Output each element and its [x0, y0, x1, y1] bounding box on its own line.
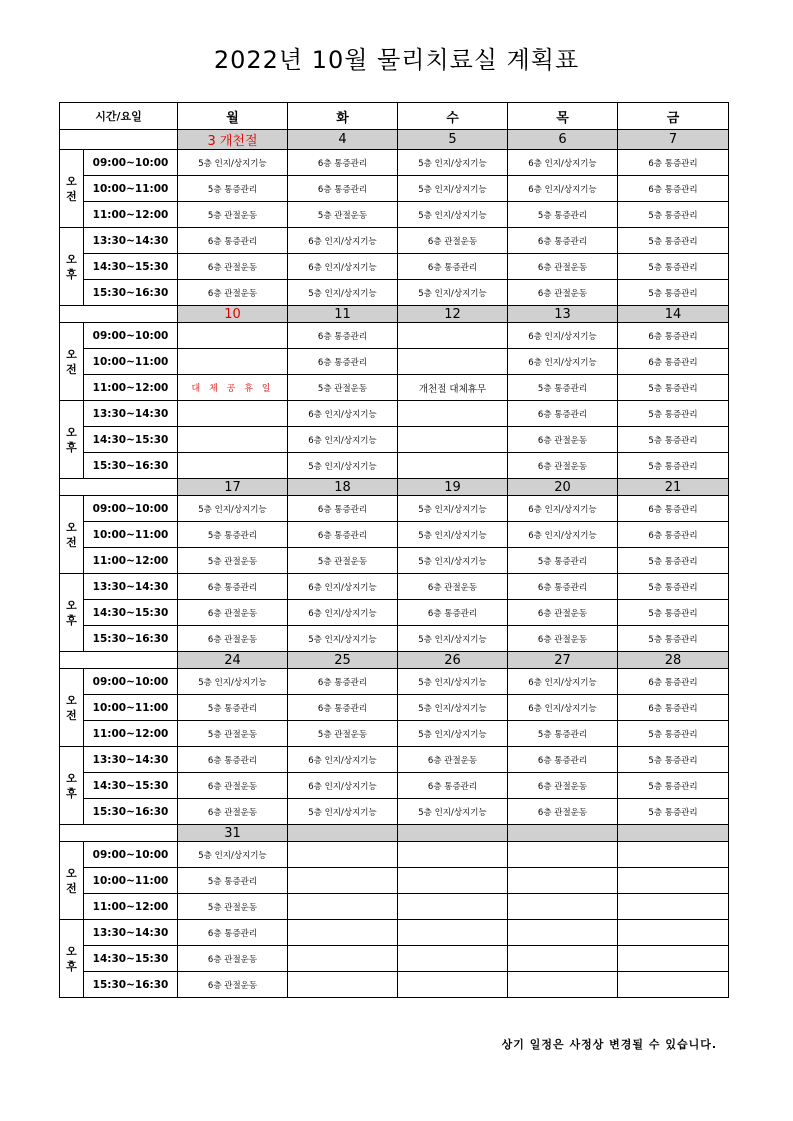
day-header: 금: [618, 103, 729, 130]
schedule-cell: 6층 통증관리: [288, 349, 398, 375]
period-label-text: 오 후: [66, 771, 77, 800]
schedule-cell: [178, 401, 288, 427]
date-cell: 31: [178, 825, 288, 842]
schedule-cell: 5층 통증관리: [178, 176, 288, 202]
table-row: [60, 254, 729, 280]
date-cell: 18: [288, 479, 398, 496]
footnote: 상기 일정은 사정상 변경될 수 있습니다.: [501, 1038, 717, 1051]
schedule-cell: 6층 통증관리: [288, 496, 398, 522]
date-row-spacer: [60, 306, 178, 323]
schedule-cell: 6층 관절운동: [508, 427, 618, 453]
schedule-cell: 5층 통증관리: [508, 721, 618, 747]
time-slot: 10:00~11:00: [84, 695, 178, 721]
table-row: [60, 868, 729, 894]
schedule-cell: 5층 인지/상지기능: [398, 496, 508, 522]
schedule-cell: 5층 인지/상지기능: [178, 496, 288, 522]
time-slot: 10:00~11:00: [84, 349, 178, 375]
table-row: [60, 453, 729, 479]
schedule-cell: 6층 통증관리: [288, 176, 398, 202]
schedule-cell: 6층 관절운동: [178, 799, 288, 825]
schedule-cell: 6층 관절운동: [178, 773, 288, 799]
date-cell: [398, 825, 508, 842]
time-slot: 14:30~15:30: [84, 773, 178, 799]
schedule-cell: 6층 관절운동: [398, 747, 508, 773]
time-slot: 14:30~15:30: [84, 946, 178, 972]
schedule-cell: 5층 인지/상지기능: [288, 280, 398, 306]
schedule-cell: 6층 관절운동: [398, 574, 508, 600]
time-slot: 14:30~15:30: [84, 254, 178, 280]
date-row: [60, 130, 729, 150]
date-cell: [288, 825, 398, 842]
time-slot: 11:00~12:00: [84, 721, 178, 747]
schedule-cell: 6층 관절운동: [508, 626, 618, 652]
period-label-am: [60, 150, 84, 228]
schedule-cell: 6층 관절운동: [508, 773, 618, 799]
time-slot: 11:00~12:00: [84, 894, 178, 920]
schedule-cell: [618, 842, 729, 868]
time-slot: 15:30~16:30: [84, 799, 178, 825]
table-row: [60, 721, 729, 747]
schedule-cell: 6층 통증관리: [398, 254, 508, 280]
schedule-cell: 5층 관절운동: [178, 894, 288, 920]
schedule-cell: 5층 인지/상지기능: [398, 176, 508, 202]
table-row: [60, 747, 729, 773]
time-slot: 09:00~10:00: [84, 669, 178, 695]
schedule-cell: [508, 894, 618, 920]
period-label-am: [60, 496, 84, 574]
table-row: [60, 695, 729, 721]
schedule-cell: [398, 842, 508, 868]
schedule-cell: 5층 관절운동: [178, 202, 288, 228]
schedule-cell: 5층 통증관리: [178, 695, 288, 721]
time-slot: 11:00~12:00: [84, 548, 178, 574]
schedule-cell: 6층 통증관리: [288, 323, 398, 349]
period-label-text: 오 후: [66, 944, 77, 973]
schedule-cell: 6층 관절운동: [178, 254, 288, 280]
schedule-cell: [508, 868, 618, 894]
time-slot: 11:00~12:00: [84, 375, 178, 401]
schedule-cell: 5층 인지/상지기능: [398, 721, 508, 747]
schedule-cell: 5층 관절운동: [178, 548, 288, 574]
period-label-text: 오 전: [66, 866, 77, 895]
date-cell: 6: [508, 130, 618, 150]
schedule-cell: 5층 통증관리: [618, 254, 729, 280]
period-label-am: [60, 323, 84, 401]
date-cell: 10: [178, 306, 288, 323]
schedule-cell: 6층 인지/상지기능: [508, 669, 618, 695]
table-row: [60, 401, 729, 427]
schedule-cell: [618, 946, 729, 972]
date-row-spacer: [60, 130, 178, 150]
schedule-cell: [618, 868, 729, 894]
time-slot: 13:30~14:30: [84, 574, 178, 600]
date-cell: 11: [288, 306, 398, 323]
schedule-cell: 6층 인지/상지기능: [508, 522, 618, 548]
schedule-cell: [398, 401, 508, 427]
table-row: [60, 669, 729, 695]
page-title: 2022년 10월 물리치료실 계획표: [213, 46, 580, 74]
time-slot: 15:30~16:30: [84, 972, 178, 998]
time-slot: 14:30~15:30: [84, 600, 178, 626]
schedule-cell: 6층 통증관리: [508, 574, 618, 600]
time-slot: 09:00~10:00: [84, 496, 178, 522]
schedule-cell: 5층 인지/상지기능: [398, 626, 508, 652]
date-cell: 25: [288, 652, 398, 669]
schedule-cell: [398, 323, 508, 349]
table-row: [60, 842, 729, 868]
schedule-cell: 6층 통증관리: [508, 228, 618, 254]
schedule-cell: 5층 인지/상지기능: [398, 202, 508, 228]
schedule-cell: 5층 통증관리: [618, 453, 729, 479]
day-header: 목: [508, 103, 618, 130]
table-row: [60, 626, 729, 652]
day-header: 수: [398, 103, 508, 130]
time-slot: 10:00~11:00: [84, 176, 178, 202]
time-slot: 15:30~16:30: [84, 280, 178, 306]
schedule-cell: 5층 관절운동: [288, 548, 398, 574]
date-cell: 27: [508, 652, 618, 669]
schedule-cell: 6층 관절운동: [508, 254, 618, 280]
date-cell: 28: [618, 652, 729, 669]
schedule-cell: 6층 관절운동: [178, 280, 288, 306]
schedule-cell: 5층 인지/상지기능: [398, 150, 508, 176]
table-row: [60, 600, 729, 626]
date-cell: 13: [508, 306, 618, 323]
schedule-cell: 6층 통증관리: [178, 228, 288, 254]
date-row: [60, 825, 729, 842]
schedule-cell: 6층 인지/상지기능: [288, 254, 398, 280]
header-row: [60, 103, 729, 130]
schedule-cell: 6층 통증관리: [398, 773, 508, 799]
schedule-cell: 6층 인지/상지기능: [288, 600, 398, 626]
period-label-pm: [60, 574, 84, 652]
schedule-cell: 6층 인지/상지기능: [508, 150, 618, 176]
schedule-cell: [288, 920, 398, 946]
date-cell: 3 개천절: [178, 130, 288, 150]
schedule-cell: [178, 349, 288, 375]
schedule-cell: 6층 인지/상지기능: [508, 176, 618, 202]
time-slot: 09:00~10:00: [84, 842, 178, 868]
period-label-text: 오 후: [66, 598, 77, 627]
date-cell: 19: [398, 479, 508, 496]
schedule-cell: [398, 920, 508, 946]
schedule-cell: 5층 관절운동: [288, 375, 398, 401]
table-row: [60, 375, 729, 401]
schedule-cell: [618, 920, 729, 946]
schedule-cell: 5층 통증관리: [618, 600, 729, 626]
schedule-cell: 5층 인지/상지기능: [178, 669, 288, 695]
time-slot: 13:30~14:30: [84, 920, 178, 946]
time-slot: 15:30~16:30: [84, 626, 178, 652]
period-label-text: 오 전: [66, 347, 77, 376]
schedule-cell: 6층 관절운동: [508, 799, 618, 825]
schedule-cell: 5층 인지/상지기능: [398, 695, 508, 721]
table-row: [60, 522, 729, 548]
period-label-text: 오 전: [66, 520, 77, 549]
date-cell: 21: [618, 479, 729, 496]
table-row: [60, 427, 729, 453]
schedule-cell: 6층 인지/상지기능: [288, 574, 398, 600]
schedule-cell: [508, 842, 618, 868]
schedule-cell: [288, 868, 398, 894]
schedule-cell: [178, 453, 288, 479]
table-row: [60, 176, 729, 202]
schedule-cell: 5층 인지/상지기능: [178, 150, 288, 176]
schedule-cell: 6층 통증관리: [178, 920, 288, 946]
schedule-cell: 6층 인지/상지기능: [508, 323, 618, 349]
period-label-text: 오 전: [66, 693, 77, 722]
schedule-cell: [398, 868, 508, 894]
table-row: [60, 202, 729, 228]
schedule-cell: 5층 통증관리: [618, 375, 729, 401]
schedule-cell: [618, 894, 729, 920]
time-slot: 15:30~16:30: [84, 453, 178, 479]
table-row: [60, 496, 729, 522]
table-row: [60, 574, 729, 600]
schedule-cell: 6층 통증관리: [508, 747, 618, 773]
schedule-cell: 5층 인지/상지기능: [398, 799, 508, 825]
time-slot: 10:00~11:00: [84, 868, 178, 894]
schedule-cell: 5층 통증관리: [178, 868, 288, 894]
schedule-cell: [288, 894, 398, 920]
date-row-spacer: [60, 479, 178, 496]
table-row: [60, 323, 729, 349]
date-cell: [618, 825, 729, 842]
schedule-cell: 5층 관절운동: [178, 721, 288, 747]
schedule-cell: 6층 통증관리: [508, 401, 618, 427]
schedule-cell: 5층 인지/상지기능: [398, 280, 508, 306]
date-cell: 7: [618, 130, 729, 150]
schedule-cell: 5층 인지/상지기능: [288, 626, 398, 652]
schedule-cell: 대 체 공 휴 일: [178, 375, 288, 401]
schedule-cell: 5층 통증관리: [618, 574, 729, 600]
schedule-cell: 5층 통증관리: [508, 202, 618, 228]
schedule-cell: [398, 946, 508, 972]
schedule-cell: 5층 인지/상지기능: [398, 522, 508, 548]
schedule-cell: 6층 인지/상지기능: [508, 496, 618, 522]
time-slot: 13:30~14:30: [84, 401, 178, 427]
schedule-cell: [398, 972, 508, 998]
schedule-cell: 5층 관절운동: [288, 202, 398, 228]
schedule-cell: 5층 통증관리: [618, 228, 729, 254]
date-cell: 12: [398, 306, 508, 323]
schedule-cell: 5층 통증관리: [618, 280, 729, 306]
time-slot: 09:00~10:00: [84, 150, 178, 176]
schedule-cell: 6층 통증관리: [618, 496, 729, 522]
schedule-cell: 6층 통증관리: [618, 695, 729, 721]
schedule-cell: 개천절 대체휴무: [398, 375, 508, 401]
date-cell: 24: [178, 652, 288, 669]
schedule-cell: 5층 통증관리: [508, 375, 618, 401]
date-row: [60, 479, 729, 496]
schedule-cell: 6층 관절운동: [178, 972, 288, 998]
date-row-spacer: [60, 825, 178, 842]
schedule-cell: 6층 통증관리: [618, 176, 729, 202]
schedule-cell: 6층 인지/상지기능: [288, 228, 398, 254]
header-corner: 시간/요일: [60, 103, 178, 130]
period-label-text: 오 후: [66, 425, 77, 454]
table-row: [60, 972, 729, 998]
table-row: [60, 894, 729, 920]
schedule-cell: 5층 통증관리: [508, 548, 618, 574]
schedule-cell: 6층 통증관리: [618, 323, 729, 349]
period-label-am: [60, 842, 84, 920]
schedule-table: [59, 102, 729, 998]
table-row: [60, 773, 729, 799]
time-slot: 13:30~14:30: [84, 747, 178, 773]
schedule-cell: 6층 통증관리: [288, 695, 398, 721]
date-row: [60, 306, 729, 323]
schedule-cell: [508, 920, 618, 946]
day-header: 월: [178, 103, 288, 130]
schedule-cell: 6층 통증관리: [288, 150, 398, 176]
date-cell: 20: [508, 479, 618, 496]
schedule-cell: [178, 427, 288, 453]
table-row: [60, 920, 729, 946]
schedule-cell: 6층 통증관리: [618, 150, 729, 176]
schedule-cell: 5층 인지/상지기능: [398, 669, 508, 695]
schedule-cell: [398, 427, 508, 453]
schedule-cell: 6층 인지/상지기능: [508, 349, 618, 375]
schedule-cell: [398, 453, 508, 479]
date-cell: 17: [178, 479, 288, 496]
schedule-cell: 5층 관절운동: [288, 721, 398, 747]
schedule-cell: [288, 842, 398, 868]
schedule-cell: [508, 972, 618, 998]
table-row: [60, 946, 729, 972]
schedule-cell: 6층 통증관리: [288, 522, 398, 548]
schedule-cell: 5층 통증관리: [618, 799, 729, 825]
date-cell: 5: [398, 130, 508, 150]
schedule-cell: 5층 통증관리: [178, 522, 288, 548]
schedule-cell: 5층 통증관리: [618, 548, 729, 574]
period-label-pm: [60, 747, 84, 825]
table-row: [60, 228, 729, 254]
period-label-pm: [60, 401, 84, 479]
period-label-text: 오 전: [66, 174, 77, 203]
schedule-cell: 5층 통증관리: [618, 427, 729, 453]
schedule-cell: 5층 인지/상지기능: [288, 799, 398, 825]
schedule-cell: 6층 통증관리: [398, 600, 508, 626]
schedule-cell: 6층 통증관리: [288, 669, 398, 695]
schedule-cell: 5층 통증관리: [618, 202, 729, 228]
date-cell: 14: [618, 306, 729, 323]
schedule-cell: 6층 관절운동: [508, 600, 618, 626]
schedule-cell: 6층 인지/상지기능: [288, 401, 398, 427]
schedule-cell: 6층 통증관리: [618, 349, 729, 375]
schedule-cell: [398, 894, 508, 920]
schedule-cell: 5층 통증관리: [618, 626, 729, 652]
schedule-cell: 5층 통증관리: [618, 401, 729, 427]
time-slot: 11:00~12:00: [84, 202, 178, 228]
date-row: [60, 652, 729, 669]
period-label-pm: [60, 920, 84, 998]
schedule-cell: 6층 관절운동: [178, 626, 288, 652]
schedule-cell: 6층 통증관리: [178, 574, 288, 600]
schedule-cell: 6층 통증관리: [178, 747, 288, 773]
period-label-pm: [60, 228, 84, 306]
table-row: [60, 548, 729, 574]
date-cell: 4: [288, 130, 398, 150]
table-row: [60, 280, 729, 306]
date-cell: 26: [398, 652, 508, 669]
schedule-cell: 6층 관절운동: [178, 600, 288, 626]
schedule-cell: [618, 972, 729, 998]
schedule-cell: 6층 통증관리: [618, 522, 729, 548]
time-slot: 10:00~11:00: [84, 522, 178, 548]
table-row: [60, 150, 729, 176]
schedule-cell: 6층 관절운동: [178, 946, 288, 972]
table-row: [60, 799, 729, 825]
day-header: 화: [288, 103, 398, 130]
schedule-cell: [288, 972, 398, 998]
schedule-cell: 6층 관절운동: [398, 228, 508, 254]
time-slot: 09:00~10:00: [84, 323, 178, 349]
schedule-cell: 5층 통증관리: [618, 773, 729, 799]
schedule-cell: 6층 관절운동: [508, 280, 618, 306]
schedule-cell: [178, 323, 288, 349]
date-row-spacer: [60, 652, 178, 669]
schedule-cell: 6층 관절운동: [508, 453, 618, 479]
schedule-cell: [288, 946, 398, 972]
period-label-text: 오 후: [66, 252, 77, 281]
schedule-cell: 5층 통증관리: [618, 721, 729, 747]
schedule-cell: [398, 349, 508, 375]
schedule-cell: 6층 인지/상지기능: [288, 773, 398, 799]
schedule-cell: 6층 통증관리: [618, 669, 729, 695]
table-row: [60, 349, 729, 375]
time-slot: 13:30~14:30: [84, 228, 178, 254]
schedule-cell: 6층 인지/상지기능: [508, 695, 618, 721]
schedule-cell: [508, 946, 618, 972]
schedule-cell: 5층 인지/상지기능: [398, 548, 508, 574]
schedule-cell: 5층 인지/상지기능: [178, 842, 288, 868]
schedule-cell: 6층 인지/상지기능: [288, 747, 398, 773]
date-cell: [508, 825, 618, 842]
schedule-cell: 5층 통증관리: [618, 747, 729, 773]
time-slot: 14:30~15:30: [84, 427, 178, 453]
period-label-am: [60, 669, 84, 747]
schedule-cell: 5층 인지/상지기능: [288, 453, 398, 479]
schedule-cell: 6층 인지/상지기능: [288, 427, 398, 453]
